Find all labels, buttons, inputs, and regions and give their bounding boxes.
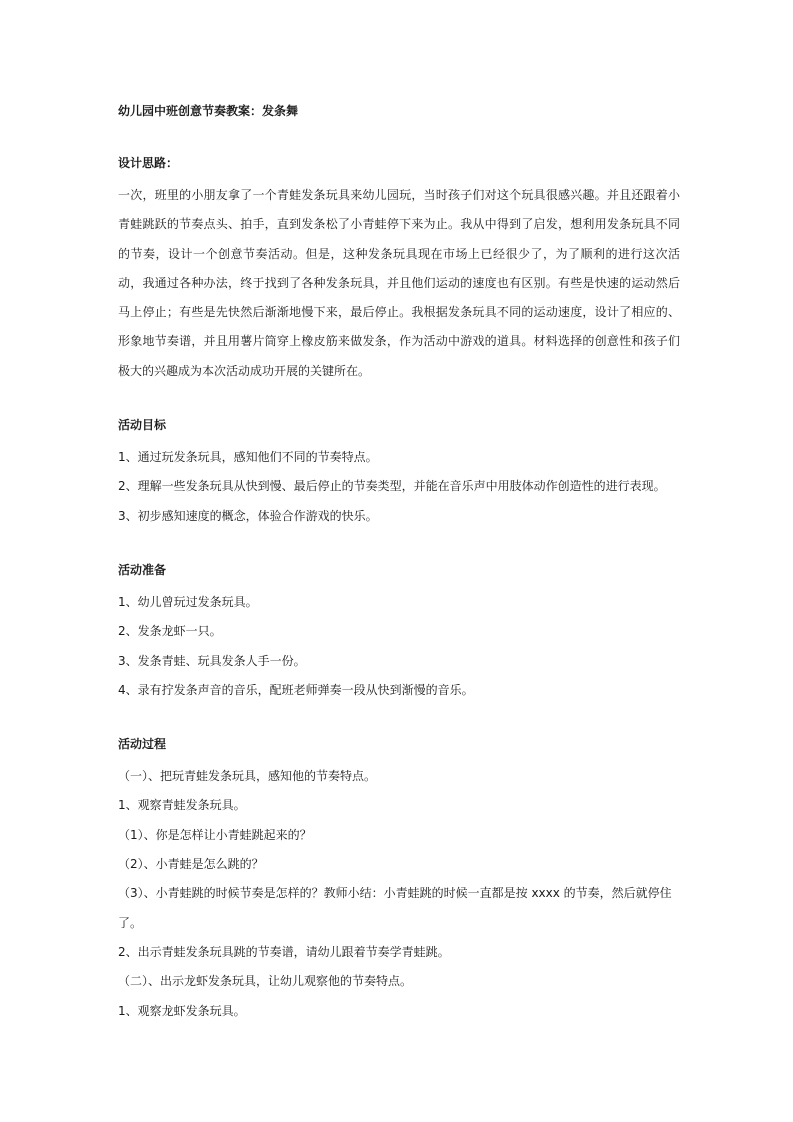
list-item: 1、通过玩发条玩具，感知他们不同的节奏特点。 xyxy=(118,450,378,465)
list-item: 4、录有拧发条声音的音乐，配班老师弹奏一段从快到渐慢的音乐。 xyxy=(118,682,474,697)
design-idea-paragraph: 一次，班里的小朋友拿了一个青蛙发条玩具来幼儿园玩，当时孩子们对这个玩具很感兴趣。并且还跟着小青蛙跳跃的节奏点头、拍手，直到发条松了小青蛙停下来为止。我从中得到了启发，想利用发条玩具不同的节奏，设计一个创意节奏活动。但是，这种发条玩具现在市场上已经很少了，为了顺利的进行这次活动，我通过各种办法，终于找到了各种发条玩具，并且他们运动的速度也有区别。有些是快速的运动然后马上停止；有些是先快然后渐渐地慢下来，最后停止。我根据发条玩具不同的运动速度，设计了相应的、形象地节奏谱，并且用薯片筒穿上橡皮筋来做发条，作为活动中游戏的道具。材料选择的创意性和孩子们极大的兴趣成为本次活动成功开展的关键所在。 xyxy=(118,188,680,378)
list-item: 2、出示青蛙发条玩具跳的节奏谱，请幼儿跟着节奏学青蛙跳。 xyxy=(118,944,450,959)
list-item: 2、理解一些发条玩具从快到慢、最后停止的节奏类型，并能在音乐声中用肢体动作创造性的进行表现。 xyxy=(118,479,666,494)
section-heading: 设计思路： xyxy=(118,156,179,170)
section-design-idea xyxy=(118,152,680,386)
document-title: 幼儿园中班创意节奏教案：发条舞 xyxy=(118,104,299,118)
list-item: （1）、你是怎样让小青蛙跳起来的？ xyxy=(118,827,312,842)
document-page xyxy=(118,100,680,1054)
list-item: （2）、小青蛙是怎么跳的？ xyxy=(118,857,264,872)
list-item: 1、观察青蛙发条玩具。 xyxy=(118,798,246,813)
section-heading: 活动准备 xyxy=(118,562,167,577)
list-item: （一）、把玩青蛙发条玩具，感知他的节奏特点。 xyxy=(118,769,377,784)
section-heading: 活动过程 xyxy=(118,737,167,752)
list-item: 2、发条龙虾一只。 xyxy=(118,624,222,639)
section-preparation xyxy=(118,559,680,705)
list-item: 3、发条青蛙、玩具发条人手一份。 xyxy=(118,653,306,668)
list-item: 1、幼儿曾玩过发条玩具。 xyxy=(118,594,258,609)
list-item: 1、观察龙虾发条玩具。 xyxy=(118,1003,246,1018)
list-item: （二）、出示龙虾发条玩具，让幼儿观察他的节奏特点。 xyxy=(118,974,413,989)
section-heading: 活动目标 xyxy=(118,418,167,433)
list-item: （3）、小青蛙跳的时候节奏是怎样的？教师小结：小青蛙跳的时候一直都是按 xxxx 的节奏，然后就停住了。 xyxy=(118,886,672,930)
section-process xyxy=(118,733,680,1026)
list-item: 3、初步感知速度的概念，体验合作游戏的快乐。 xyxy=(118,508,378,523)
section-goals xyxy=(118,414,680,531)
